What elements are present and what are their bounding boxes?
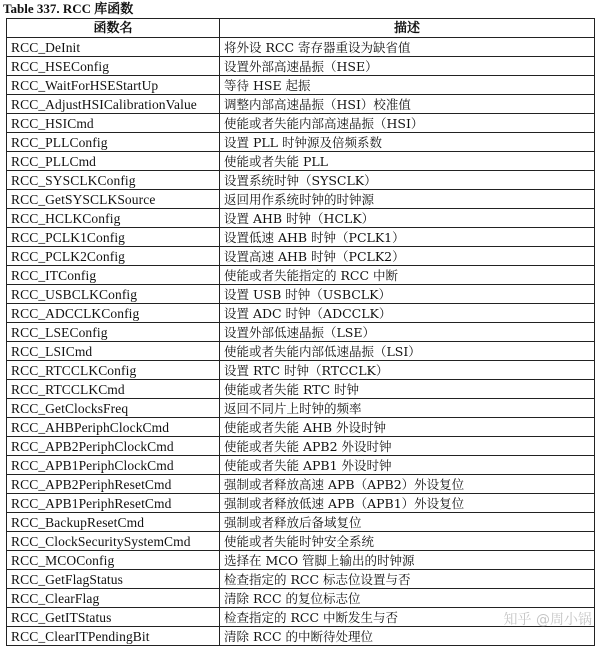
table-row <box>7 532 595 551</box>
description-cell: 设置 RTC 时钟（RTCCLK） <box>220 361 595 380</box>
description-cell: 设置 USB 时钟（USBCLK） <box>220 285 595 304</box>
table-row <box>7 57 595 76</box>
function-name-cell: RCC_GetFlagStatus <box>7 570 220 589</box>
description-cell: 返回不同片上时钟的频率 <box>220 399 595 418</box>
description-cell: 使能或者失能 PLL <box>220 152 595 171</box>
function-name-cell: RCC_ClearFlag <box>7 589 220 608</box>
table-row <box>7 190 595 209</box>
description-cell: 强制或者释放低速 APB（APB1）外设复位 <box>220 494 595 513</box>
function-name-cell: RCC_PCLK1Config <box>7 228 220 247</box>
header-function-name: 函数名 <box>7 19 220 38</box>
table-row <box>7 76 595 95</box>
description-cell: 强制或者释放后备域复位 <box>220 513 595 532</box>
description-cell: 清除 RCC 的中断待处理位 <box>220 627 595 646</box>
function-name-cell: RCC_GetITStatus <box>7 608 220 627</box>
function-name-cell: RCC_RTCCLKConfig <box>7 361 220 380</box>
description-cell: 调整内部高速晶振（HSI）校准值 <box>220 95 595 114</box>
table-row <box>7 380 595 399</box>
function-name-cell: RCC_RTCCLKCmd <box>7 380 220 399</box>
description-cell: 清除 RCC 的复位标志位 <box>220 589 595 608</box>
table-row <box>7 437 595 456</box>
header-description: 描述 <box>220 19 595 38</box>
description-cell: 使能或者失能指定的 RCC 中断 <box>220 266 595 285</box>
description-cell: 将外设 RCC 寄存器重设为缺省值 <box>220 38 595 57</box>
table-row <box>7 323 595 342</box>
table-row <box>7 247 595 266</box>
rcc-function-table <box>6 18 595 646</box>
table-row <box>7 456 595 475</box>
description-cell: 强制或者释放高速 APB（APB2）外设复位 <box>220 475 595 494</box>
description-cell: 选择在 MCO 管脚上输出的时钟源 <box>220 551 595 570</box>
table-row <box>7 494 595 513</box>
function-name-cell: RCC_PLLCmd <box>7 152 220 171</box>
description-cell: 使能或者失能内部低速晶振（LSI） <box>220 342 595 361</box>
function-name-cell: RCC_ITConfig <box>7 266 220 285</box>
function-name-cell: RCC_DeInit <box>7 38 220 57</box>
description-cell: 使能或者失能 RTC 时钟 <box>220 380 595 399</box>
function-name-cell: RCC_HCLKConfig <box>7 209 220 228</box>
description-cell: 使能或者失能 AHB 外设时钟 <box>220 418 595 437</box>
description-cell: 设置 AHB 时钟（HCLK） <box>220 209 595 228</box>
description-cell: 检查指定的 RCC 中断发生与否 <box>220 608 595 627</box>
table-row <box>7 418 595 437</box>
table-row <box>7 589 595 608</box>
table-row <box>7 95 595 114</box>
table-row <box>7 361 595 380</box>
function-name-cell: RCC_APB1PeriphClockCmd <box>7 456 220 475</box>
function-name-cell: RCC_APB2PeriphClockCmd <box>7 437 220 456</box>
description-cell: 使能或者失能 APB2 外设时钟 <box>220 437 595 456</box>
function-name-cell: RCC_SYSCLKConfig <box>7 171 220 190</box>
table-row <box>7 133 595 152</box>
description-cell: 使能或者失能 APB1 外设时钟 <box>220 456 595 475</box>
table-row <box>7 399 595 418</box>
function-name-cell: RCC_LSEConfig <box>7 323 220 342</box>
function-name-cell: RCC_AdjustHSICalibrationValue <box>7 95 220 114</box>
function-name-cell: RCC_BackupResetCmd <box>7 513 220 532</box>
table-row <box>7 228 595 247</box>
table-row <box>7 285 595 304</box>
table-row <box>7 513 595 532</box>
function-name-cell: RCC_GetSYSCLKSource <box>7 190 220 209</box>
function-name-cell: RCC_AHBPeriphClockCmd <box>7 418 220 437</box>
function-name-cell: RCC_WaitForHSEStartUp <box>7 76 220 95</box>
function-name-cell: RCC_ClearITPendingBit <box>7 627 220 646</box>
description-cell: 设置外部低速晶振（LSE） <box>220 323 595 342</box>
table-row <box>7 627 595 646</box>
function-name-cell: RCC_GetClocksFreq <box>7 399 220 418</box>
description-cell: 设置 PLL 时钟源及倍频系数 <box>220 133 595 152</box>
table-row <box>7 304 595 323</box>
table-row <box>7 209 595 228</box>
description-cell: 设置 ADC 时钟（ADCCLK） <box>220 304 595 323</box>
function-name-cell: RCC_MCOConfig <box>7 551 220 570</box>
function-name-cell: RCC_PLLConfig <box>7 133 220 152</box>
function-name-cell: RCC_APB2PeriphResetCmd <box>7 475 220 494</box>
description-cell: 检查指定的 RCC 标志位设置与否 <box>220 570 595 589</box>
table-row <box>7 475 595 494</box>
function-name-cell: RCC_HSICmd <box>7 114 220 133</box>
table-row <box>7 551 595 570</box>
function-name-cell: RCC_PCLK2Config <box>7 247 220 266</box>
description-cell: 设置外部高速晶振（HSE） <box>220 57 595 76</box>
function-name-cell: RCC_APB1PeriphResetCmd <box>7 494 220 513</box>
table-row <box>7 342 595 361</box>
table-row <box>7 152 595 171</box>
description-cell: 设置高速 AHB 时钟（PCLK2） <box>220 247 595 266</box>
function-name-cell: RCC_ClockSecuritySystemCmd <box>7 532 220 551</box>
function-name-cell: RCC_HSEConfig <box>7 57 220 76</box>
table-row <box>7 38 595 57</box>
function-name-cell: RCC_ADCCLKConfig <box>7 304 220 323</box>
function-name-cell: RCC_LSICmd <box>7 342 220 361</box>
description-cell: 设置系统时钟（SYSCLK） <box>220 171 595 190</box>
table-row <box>7 114 595 133</box>
description-cell: 返回用作系统时钟的时钟源 <box>220 190 595 209</box>
watermark: 知乎 @周小锅 <box>503 612 592 628</box>
description-cell: 使能或者失能时钟安全系统 <box>220 532 595 551</box>
table-row <box>7 171 595 190</box>
table-row <box>7 570 595 589</box>
description-cell: 等待 HSE 起振 <box>220 76 595 95</box>
function-name-cell: RCC_USBCLKConfig <box>7 285 220 304</box>
table-body <box>7 38 595 646</box>
description-cell: 使能或者失能内部高速晶振（HSI） <box>220 114 595 133</box>
table-header-row <box>7 19 595 38</box>
table-row <box>7 266 595 285</box>
description-cell: 设置低速 AHB 时钟（PCLK1） <box>220 228 595 247</box>
table-caption: Table 337. RCC 库函数 <box>3 1 134 16</box>
